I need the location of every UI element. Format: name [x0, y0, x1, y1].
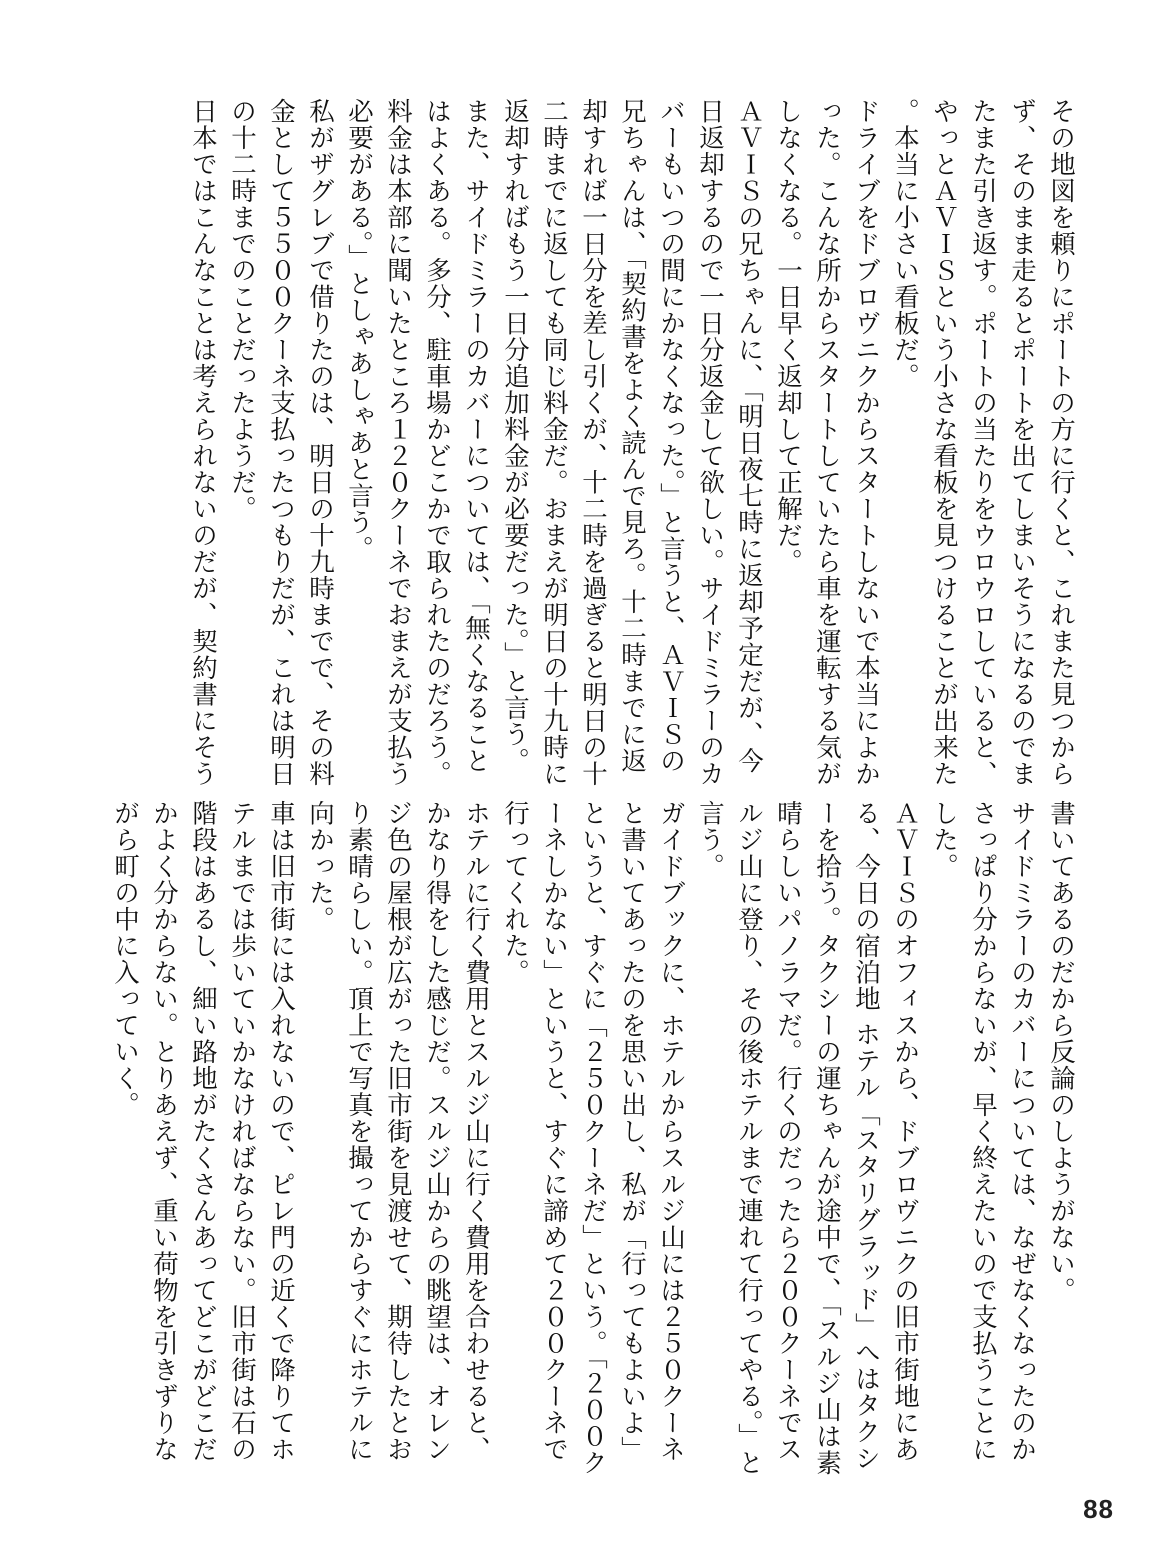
page-number: 88 [1083, 1494, 1114, 1524]
paragraph: ホテルに行く費用とスルジ山に行く費用を合わせると、かなり得をした感じだ。スルジ山からの眺望は、オレンジ色の屋根が広がった旧市街を見渡せて、期待したとおり素晴らしい。頂上で写真を撮ってからすぐにホテルに向かった。 [305, 800, 491, 1463]
paragraph: サイドミラーのカバーについては、なぜなくなったのかさっぱり分からないが、早く終えたいので支払うことにした。 [929, 800, 1037, 1463]
paragraph: その地図を頼りにポートの方に行くと、これまた見つからず、そのまま走るとポートを出てしまいそうになるのでまたまた引き返す。ポートの当たりをウロウロしていると、やっとＡＶＩＳという小さな看板を見つけることが出来た。本当に小さい看板だ。 [890, 98, 1076, 787]
paragraph: 私がザグレブで借りたのは、明日の十九時までで、その料金として５５００クーネ支払ったつもりだが、これは明日の十二時までのことだったようだ。 [227, 98, 335, 787]
paragraph: 車は旧市街には入れないので、ピレ門の近くで降りてホテルまでは歩いていかなければならない。旧市街は石の階段はあるし、細い路地がたくさんあってどこがどこだかよく分からない。とりあえず、重い荷物を引きずりながら町の中に入っていく。 [110, 800, 296, 1463]
paragraph: 書いてあるのだから反論のしようがない。 [1046, 800, 1076, 1304]
paragraph: ガイドブックに、ホテルからスルジ山には２５０クーネと書いてあったのを思い出し、私が「行ってもよいよ」というと、すぐに「２５０クーネだ」という。「２００クーネしかない」というと、すぐに諦めて２００クーネで行ってくれた。 [500, 800, 686, 1477]
top-text-tier [80, 98, 1080, 788]
paragraph: ＡＶＩＳの兄ちゃんに、「明日夜七時に返却予定だが、今日返却するので一日分返金して欲しい。サイドミラーのカバーもいつの間にかなくなった。」と言うと、ＡＶＩＳの兄ちゃんは、「契約書をよく読んで見ろ。十二時までに返却すれば一日分を差し引くが、十二時を過ぎると明日の十二時までに返しても同じ料金だ。おまえが明日の十九時に返却すればもう一日分追加料金が必要だった。」と言う。 [500, 98, 764, 787]
bottom-text-tier [80, 800, 1080, 1480]
paragraph: また、サイドミラーのカバーについては、「無くなることはよくある。多分、駐車場かどこかで取られたのだろう。料金は本部に聞いたところ１２０クーネでおまえが支払う必要がある。」としゃあしゃあと言う。 [344, 98, 491, 787]
paragraph: ドライブをドブロヴニクからスタートしないで本当によかった。こんな所からスタートしていたら車を運転する気がしなくなる。一日早く返却して正解だ。 [773, 98, 881, 787]
paragraph: ＡＶＩＳのオフィスから、ドブロヴニクの旧市街地にある、今日の宿泊地 ホテル「スタリグラッド」へはタクシーを拾う。タクシーの運ちゃんが途中で、「スルジ山は素晴らしいパノラマだ。行くのだったら２００クーネでスルジ山に登り、その後ホテルまで連れて行ってやる。」と言う。 [695, 800, 920, 1477]
paragraph: 日本ではこんなことは考えられないのだが、契約書にそう [188, 98, 218, 787]
